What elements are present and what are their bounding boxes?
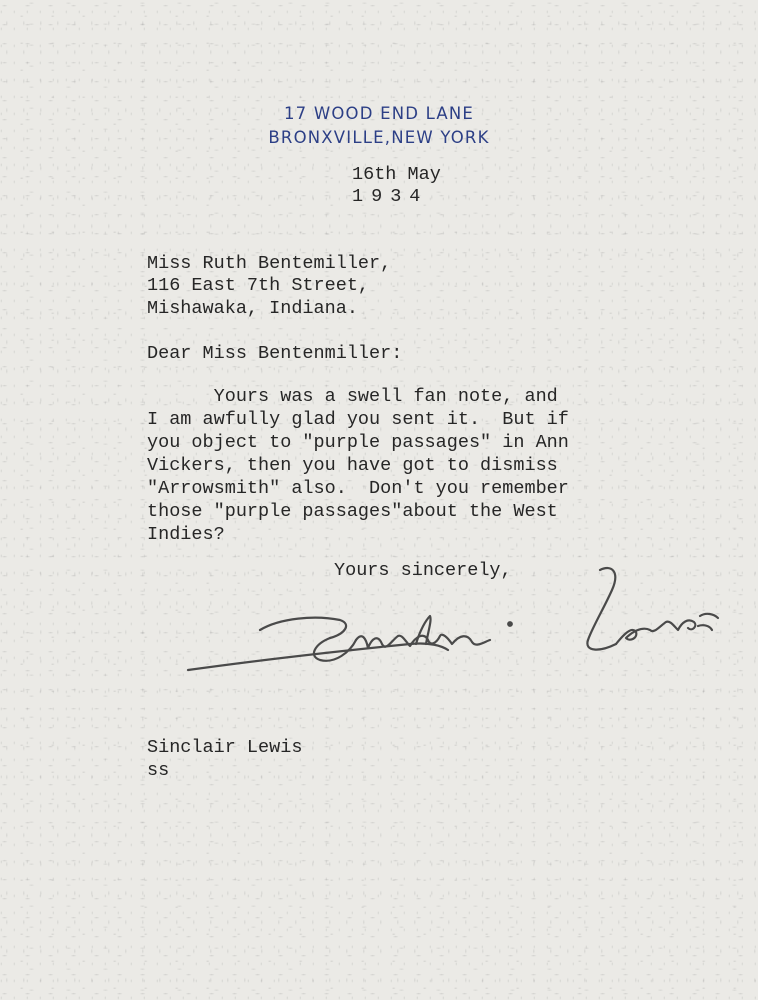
recipient-city: Mishawaka, Indiana. <box>147 298 358 319</box>
date-day-month: 16th May <box>352 164 441 185</box>
salutation: Dear Miss Bentenmiller: <box>147 343 403 364</box>
body-line: you object to "purple passages" in Ann <box>147 432 569 453</box>
body-line: "Arrowsmith" also. Don't you remember <box>147 478 569 499</box>
body-line: I am awfully glad you sent it. But if <box>147 409 569 430</box>
body-line: those "purple passages"about the West <box>147 501 558 522</box>
body-line: Vickers, then you have got to dismiss <box>147 455 558 476</box>
recipient-street: 116 East 7th Street, <box>147 275 370 296</box>
typist-initials: ss <box>147 760 170 781</box>
letterhead-city: BRONXVILLE,NEW YORK <box>268 128 490 147</box>
date-year: 1934 <box>352 186 429 207</box>
closing: Yours sincerely, <box>334 560 512 581</box>
signer-name: Sinclair Lewis <box>147 737 303 758</box>
body-line: Indies? <box>147 524 225 545</box>
body-line: Yours was a swell fan note, and <box>147 386 558 407</box>
recipient-name: Miss Ruth Bentemiller, <box>147 253 392 274</box>
letterhead-street: 17 WOOD END LANE <box>283 104 475 123</box>
handwritten-signature <box>180 560 730 690</box>
